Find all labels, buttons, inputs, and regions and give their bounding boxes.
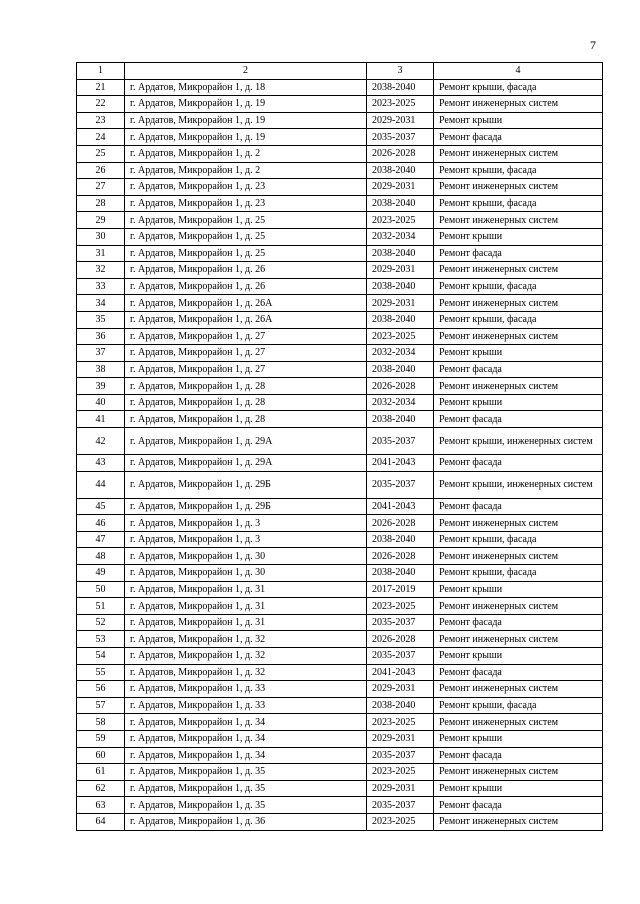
work-type-cell: Ремонт фасада — [434, 361, 603, 378]
work-type-cell: Ремонт инженерных систем — [434, 328, 603, 345]
period-cell: 2029-2031 — [367, 295, 434, 312]
period-cell: 2038-2040 — [367, 361, 434, 378]
period-cell: 2035-2037 — [367, 428, 434, 455]
table-row — [77, 664, 603, 681]
work-type-cell: Ремонт крыши, инженерных систем — [434, 428, 603, 455]
address-cell: г. Ардатов, Микрорайон 1, д. 31 — [125, 581, 367, 598]
address-cell: г. Ардатов, Микрорайон 1, д. 27 — [125, 345, 367, 362]
period-cell: 2023-2025 — [367, 328, 434, 345]
row-number-cell: 43 — [77, 455, 125, 472]
work-type-cell: Ремонт фасада — [434, 664, 603, 681]
table-row — [77, 531, 603, 548]
table-row — [77, 697, 603, 714]
table-row — [77, 780, 603, 797]
row-number-cell: 44 — [77, 471, 125, 498]
address-cell: г. Ардатов, Микрорайон 1, д. 28 — [125, 378, 367, 395]
row-number-cell: 21 — [77, 79, 125, 96]
period-cell: 2029-2031 — [367, 730, 434, 747]
work-type-cell: Ремонт крыши, фасада — [434, 79, 603, 96]
table-body — [77, 79, 603, 830]
period-cell: 2038-2040 — [367, 79, 434, 96]
period-cell: 2029-2031 — [367, 681, 434, 698]
row-number-cell: 31 — [77, 245, 125, 262]
period-cell: 2017-2019 — [367, 581, 434, 598]
address-cell: г. Ардатов, Микрорайон 1, д. 36 — [125, 813, 367, 830]
period-cell: 2023-2025 — [367, 764, 434, 781]
address-cell: г. Ардатов, Микрорайон 1, д. 31 — [125, 598, 367, 615]
table-row — [77, 648, 603, 665]
work-type-cell: Ремонт крыши, фасада — [434, 531, 603, 548]
period-cell: 2026-2028 — [367, 515, 434, 532]
address-cell: г. Ардатов, Микрорайон 1, д. 25 — [125, 245, 367, 262]
period-cell: 2035-2037 — [367, 129, 434, 146]
period-cell: 2041-2043 — [367, 455, 434, 472]
work-type-cell: Ремонт инженерных систем — [434, 681, 603, 698]
period-cell: 2026-2028 — [367, 378, 434, 395]
row-number-cell: 51 — [77, 598, 125, 615]
address-cell: г. Ардатов, Микрорайон 1, д. 32 — [125, 631, 367, 648]
period-cell: 2035-2037 — [367, 614, 434, 631]
address-cell: г. Ардатов, Микрорайон 1, д. 34 — [125, 747, 367, 764]
period-cell: 2038-2040 — [367, 565, 434, 582]
row-number-cell: 41 — [77, 411, 125, 428]
work-type-cell: Ремонт фасада — [434, 245, 603, 262]
period-cell: 2038-2040 — [367, 411, 434, 428]
period-cell: 2032-2034 — [367, 345, 434, 362]
period-cell: 2029-2031 — [367, 112, 434, 129]
address-cell: г. Ардатов, Микрорайон 1, д. 32 — [125, 664, 367, 681]
row-number-cell: 28 — [77, 195, 125, 212]
row-number-cell: 64 — [77, 813, 125, 830]
work-type-cell: Ремонт крыши — [434, 730, 603, 747]
row-number-cell: 58 — [77, 714, 125, 731]
period-cell: 2041-2043 — [367, 664, 434, 681]
work-type-cell: Ремонт крыши — [434, 780, 603, 797]
table-header-row — [77, 63, 603, 80]
work-type-cell: Ремонт фасада — [434, 498, 603, 515]
table-row — [77, 195, 603, 212]
period-cell: 2035-2037 — [367, 797, 434, 814]
table-row — [77, 813, 603, 830]
work-type-cell: Ремонт инженерных систем — [434, 212, 603, 229]
row-number-cell: 63 — [77, 797, 125, 814]
work-type-cell: Ремонт инженерных систем — [434, 295, 603, 312]
period-cell: 2038-2040 — [367, 278, 434, 295]
work-type-cell: Ремонт инженерных систем — [434, 96, 603, 113]
work-type-cell: Ремонт инженерных систем — [434, 598, 603, 615]
row-number-cell: 50 — [77, 581, 125, 598]
row-number-cell: 32 — [77, 262, 125, 279]
work-type-cell: Ремонт инженерных систем — [434, 262, 603, 279]
table-row — [77, 498, 603, 515]
table-row — [77, 345, 603, 362]
address-cell: г. Ардатов, Микрорайон 1, д. 19 — [125, 129, 367, 146]
period-cell: 2023-2025 — [367, 96, 434, 113]
address-cell: г. Ардатов, Микрорайон 1, д. 33 — [125, 697, 367, 714]
period-cell: 2023-2025 — [367, 714, 434, 731]
table-row — [77, 129, 603, 146]
period-cell: 2038-2040 — [367, 195, 434, 212]
row-number-cell: 26 — [77, 162, 125, 179]
table-row — [77, 747, 603, 764]
address-cell: г. Ардатов, Микрорайон 1, д. 35 — [125, 764, 367, 781]
table-row — [77, 295, 603, 312]
work-type-cell: Ремонт инженерных систем — [434, 378, 603, 395]
table-row — [77, 681, 603, 698]
page-number: 7 — [590, 38, 596, 52]
address-cell: г. Ардатов, Микрорайон 1, д. 30 — [125, 565, 367, 582]
table-row — [77, 565, 603, 582]
period-cell: 2038-2040 — [367, 245, 434, 262]
row-number-cell: 25 — [77, 145, 125, 162]
table-row — [77, 797, 603, 814]
address-cell: г. Ардатов, Микрорайон 1, д. 3 — [125, 531, 367, 548]
column-header-address: 2 — [125, 63, 367, 80]
table-row — [77, 730, 603, 747]
period-cell: 2029-2031 — [367, 780, 434, 797]
period-cell: 2023-2025 — [367, 598, 434, 615]
row-number-cell: 39 — [77, 378, 125, 395]
row-number-cell: 54 — [77, 648, 125, 665]
row-number-cell: 27 — [77, 179, 125, 196]
address-cell: г. Ардатов, Микрорайон 1, д. 19 — [125, 96, 367, 113]
row-number-cell: 53 — [77, 631, 125, 648]
work-type-cell: Ремонт крыши — [434, 394, 603, 411]
work-type-cell: Ремонт фасада — [434, 614, 603, 631]
table-row — [77, 428, 603, 455]
table-row — [77, 411, 603, 428]
row-number-cell: 55 — [77, 664, 125, 681]
work-type-cell: Ремонт крыши, инженерных систем — [434, 471, 603, 498]
address-cell: г. Ардатов, Микрорайон 1, д. 2 — [125, 145, 367, 162]
period-cell: 2023-2025 — [367, 813, 434, 830]
work-type-cell: Ремонт инженерных систем — [434, 714, 603, 731]
row-number-cell: 60 — [77, 747, 125, 764]
period-cell: 2041-2043 — [367, 498, 434, 515]
row-number-cell: 22 — [77, 96, 125, 113]
period-cell: 2035-2037 — [367, 648, 434, 665]
repair-schedule-table — [76, 62, 603, 831]
address-cell: г. Ардатов, Микрорайон 1, д. 2 — [125, 162, 367, 179]
work-type-cell: Ремонт крыши, фасада — [434, 278, 603, 295]
work-type-cell: Ремонт инженерных систем — [434, 515, 603, 532]
row-number-cell: 34 — [77, 295, 125, 312]
address-cell: г. Ардатов, Микрорайон 1, д. 29Б — [125, 471, 367, 498]
work-type-cell: Ремонт крыши, фасада — [434, 162, 603, 179]
address-cell: г. Ардатов, Микрорайон 1, д. 23 — [125, 179, 367, 196]
address-cell: г. Ардатов, Микрорайон 1, д. 33 — [125, 681, 367, 698]
table-row — [77, 598, 603, 615]
address-cell: г. Ардатов, Микрорайон 1, д. 32 — [125, 648, 367, 665]
address-cell: г. Ардатов, Микрорайон 1, д. 19 — [125, 112, 367, 129]
table-row — [77, 614, 603, 631]
address-cell: г. Ардатов, Микрорайон 1, д. 31 — [125, 614, 367, 631]
work-type-cell: Ремонт инженерных систем — [434, 179, 603, 196]
work-type-cell: Ремонт фасада — [434, 747, 603, 764]
work-type-cell: Ремонт крыши, фасада — [434, 311, 603, 328]
address-cell: г. Ардатов, Микрорайон 1, д. 18 — [125, 79, 367, 96]
row-number-cell: 37 — [77, 345, 125, 362]
address-cell: г. Ардатов, Микрорайон 1, д. 29А — [125, 455, 367, 472]
period-cell: 2023-2025 — [367, 212, 434, 229]
work-type-cell: Ремонт крыши — [434, 112, 603, 129]
work-type-cell: Ремонт крыши, фасада — [434, 697, 603, 714]
row-number-cell: 30 — [77, 228, 125, 245]
table-row — [77, 631, 603, 648]
column-header-number: 1 — [77, 63, 125, 80]
work-type-cell: Ремонт инженерных систем — [434, 548, 603, 565]
row-number-cell: 46 — [77, 515, 125, 532]
address-cell: г. Ардатов, Микрорайон 1, д. 26А — [125, 295, 367, 312]
period-cell: 2038-2040 — [367, 311, 434, 328]
address-cell: г. Ардатов, Микрорайон 1, д. 26 — [125, 262, 367, 279]
work-type-cell: Ремонт инженерных систем — [434, 631, 603, 648]
address-cell: г. Ардатов, Микрорайон 1, д. 34 — [125, 714, 367, 731]
row-number-cell: 23 — [77, 112, 125, 129]
row-number-cell: 42 — [77, 428, 125, 455]
row-number-cell: 24 — [77, 129, 125, 146]
address-cell: г. Ардатов, Микрорайон 1, д. 27 — [125, 361, 367, 378]
column-header-period: 3 — [367, 63, 434, 80]
table-row — [77, 112, 603, 129]
period-cell: 2026-2028 — [367, 145, 434, 162]
period-cell: 2038-2040 — [367, 697, 434, 714]
row-number-cell: 38 — [77, 361, 125, 378]
period-cell: 2026-2028 — [367, 548, 434, 565]
address-cell: г. Ардатов, Микрорайон 1, д. 25 — [125, 228, 367, 245]
row-number-cell: 59 — [77, 730, 125, 747]
period-cell: 2029-2031 — [367, 179, 434, 196]
work-type-cell: Ремонт фасада — [434, 129, 603, 146]
row-number-cell: 57 — [77, 697, 125, 714]
work-type-cell: Ремонт крыши, фасада — [434, 195, 603, 212]
row-number-cell: 47 — [77, 531, 125, 548]
table-row — [77, 394, 603, 411]
period-cell: 2038-2040 — [367, 162, 434, 179]
address-cell: г. Ардатов, Микрорайон 1, д. 34 — [125, 730, 367, 747]
table-row — [77, 328, 603, 345]
table-row — [77, 96, 603, 113]
work-type-cell: Ремонт фасада — [434, 455, 603, 472]
work-type-cell: Ремонт фасада — [434, 411, 603, 428]
table-row — [77, 455, 603, 472]
period-cell: 2035-2037 — [367, 471, 434, 498]
period-cell: 2032-2034 — [367, 228, 434, 245]
row-number-cell: 33 — [77, 278, 125, 295]
table-row — [77, 361, 603, 378]
work-type-cell: Ремонт крыши — [434, 581, 603, 598]
address-cell: г. Ардатов, Микрорайон 1, д. 30 — [125, 548, 367, 565]
address-cell: г. Ардатов, Микрорайон 1, д. 3 — [125, 515, 367, 532]
column-header-work-type: 4 — [434, 63, 603, 80]
address-cell: г. Ардатов, Микрорайон 1, д. 28 — [125, 394, 367, 411]
table-row — [77, 471, 603, 498]
table-row — [77, 548, 603, 565]
row-number-cell: 36 — [77, 328, 125, 345]
table-row — [77, 245, 603, 262]
address-cell: г. Ардатов, Микрорайон 1, д. 26 — [125, 278, 367, 295]
work-type-cell: Ремонт крыши, фасада — [434, 565, 603, 582]
row-number-cell: 35 — [77, 311, 125, 328]
table-row — [77, 79, 603, 96]
address-cell: г. Ардатов, Микрорайон 1, д. 26А — [125, 311, 367, 328]
address-cell: г. Ардатов, Микрорайон 1, д. 23 — [125, 195, 367, 212]
table-row — [77, 228, 603, 245]
address-cell: г. Ардатов, Микрорайон 1, д. 35 — [125, 780, 367, 797]
address-cell: г. Ардатов, Микрорайон 1, д. 29Б — [125, 498, 367, 515]
work-type-cell: Ремонт крыши — [434, 228, 603, 245]
table-row — [77, 162, 603, 179]
period-cell: 2038-2040 — [367, 531, 434, 548]
table-row — [77, 278, 603, 295]
row-number-cell: 49 — [77, 565, 125, 582]
period-cell: 2032-2034 — [367, 394, 434, 411]
table-row — [77, 145, 603, 162]
work-type-cell: Ремонт фасада — [434, 797, 603, 814]
address-cell: г. Ардатов, Микрорайон 1, д. 25 — [125, 212, 367, 229]
address-cell: г. Ардатов, Микрорайон 1, д. 27 — [125, 328, 367, 345]
table-row — [77, 311, 603, 328]
table-row — [77, 515, 603, 532]
row-number-cell: 40 — [77, 394, 125, 411]
row-number-cell: 62 — [77, 780, 125, 797]
work-type-cell: Ремонт инженерных систем — [434, 764, 603, 781]
period-cell: 2026-2028 — [367, 631, 434, 648]
table-row — [77, 581, 603, 598]
table-row — [77, 262, 603, 279]
row-number-cell: 61 — [77, 764, 125, 781]
address-cell: г. Ардатов, Микрорайон 1, д. 35 — [125, 797, 367, 814]
table-row — [77, 212, 603, 229]
period-cell: 2029-2031 — [367, 262, 434, 279]
row-number-cell: 45 — [77, 498, 125, 515]
address-cell: г. Ардатов, Микрорайон 1, д. 29А — [125, 428, 367, 455]
address-cell: г. Ардатов, Микрорайон 1, д. 28 — [125, 411, 367, 428]
table-row — [77, 714, 603, 731]
row-number-cell: 29 — [77, 212, 125, 229]
work-type-cell: Ремонт крыши — [434, 345, 603, 362]
work-type-cell: Ремонт крыши — [434, 648, 603, 665]
table-row — [77, 179, 603, 196]
row-number-cell: 48 — [77, 548, 125, 565]
work-type-cell: Ремонт инженерных систем — [434, 813, 603, 830]
table-row — [77, 764, 603, 781]
row-number-cell: 56 — [77, 681, 125, 698]
row-number-cell: 52 — [77, 614, 125, 631]
table-row — [77, 378, 603, 395]
period-cell: 2035-2037 — [367, 747, 434, 764]
work-type-cell: Ремонт инженерных систем — [434, 145, 603, 162]
